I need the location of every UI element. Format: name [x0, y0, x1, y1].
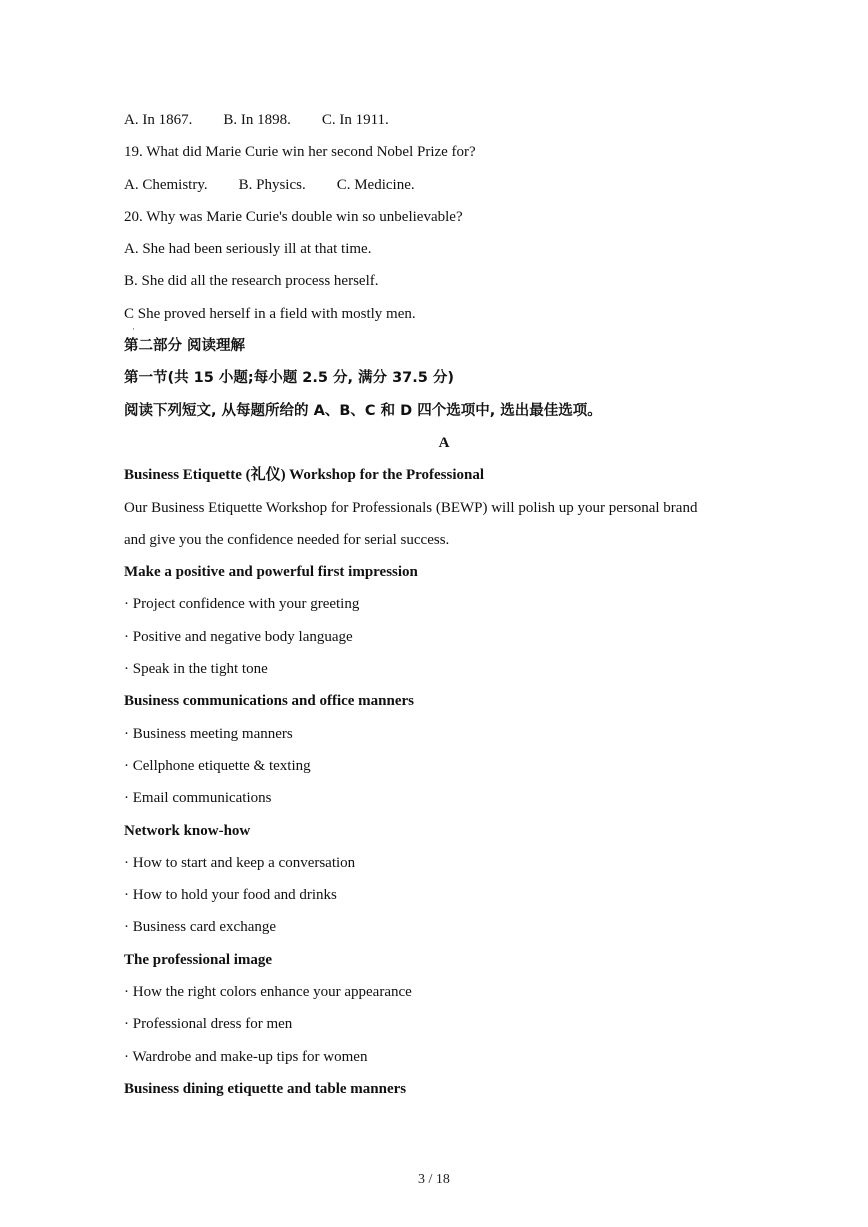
- group-heading: Business communications and office manners: [124, 693, 415, 710]
- list-item: · How to start and keep a conversation: [124, 847, 764, 879]
- passage-letter: A: [438, 434, 450, 451]
- q20-option-b: B. She did all the research process herself.: [124, 273, 379, 290]
- list-item: · How to hold your food and drinks: [124, 879, 764, 911]
- list-item: · Email communications: [124, 782, 764, 814]
- list-item: · How the right colors enhance your appearance: [124, 976, 764, 1008]
- list-item: · Business meeting manners: [124, 718, 764, 750]
- subsection-title: 第一节(共 15 小题;每小题 2.5 分, 满分 37.5 分): [124, 370, 455, 387]
- list-item: · Project confidence with your greeting: [124, 588, 764, 620]
- stray-mark: ·: [132, 324, 135, 334]
- passage-intro-line-1: Our Business Etiquette Workshop for Professionals (BEWP) will polish up your personal brand: [124, 499, 698, 516]
- list-item: · Wardrobe and make-up tips for women: [124, 1041, 764, 1073]
- q18-option-a: A. In 1867.: [124, 112, 193, 128]
- q20-question: 20. Why was Marie Curie's double win so unbelievable?: [124, 208, 463, 225]
- q19-option-a: A. Chemistry.: [124, 176, 208, 193]
- list-item: · Speak in the tight tone: [124, 653, 764, 685]
- group-heading: The professional image: [124, 951, 273, 968]
- group-heading: Network know-how: [124, 822, 251, 839]
- q19-question: 19. What did Marie Curie win her second Nobel Prize for?: [124, 144, 476, 161]
- q19-option-c: C. Medicine.: [336, 176, 415, 193]
- group-heading: Business dining etiquette and table manners: [124, 1080, 407, 1097]
- instructions: 阅读下列短文, 从每题所给的 A、B、C 和 D 四个选项中, 选出最佳选项。: [124, 402, 602, 419]
- passage-intro-line-2: and give you the confidence needed for serial success.: [124, 531, 450, 548]
- q18-options: [124, 104, 764, 136]
- list-item: · Professional dress for men: [124, 1008, 764, 1040]
- q19-option-b: B. Physics.: [238, 176, 306, 193]
- part-title: 第二部分 阅读理解: [124, 338, 246, 355]
- q19-options: [124, 169, 764, 201]
- group-heading: Make a positive and powerful first impression: [124, 564, 418, 581]
- document-page: [124, 104, 764, 1105]
- list-item: · Cellphone etiquette & texting: [124, 750, 764, 782]
- list-item: · Business card exchange: [124, 911, 764, 943]
- q18-option-c: C. In 1911.: [321, 112, 389, 128]
- q20-option-c: C She proved herself in a field with mostly men.: [124, 305, 416, 322]
- page-number: 3 / 18: [418, 1172, 450, 1187]
- passage-title: Business Etiquette (礼仪) Workshop for the Professional: [124, 467, 485, 484]
- q20-option-a: A. She had been seriously ill at that time.: [124, 241, 372, 258]
- list-item: · Positive and negative body language: [124, 621, 764, 653]
- q18-option-b: B. In 1898.: [223, 112, 291, 128]
